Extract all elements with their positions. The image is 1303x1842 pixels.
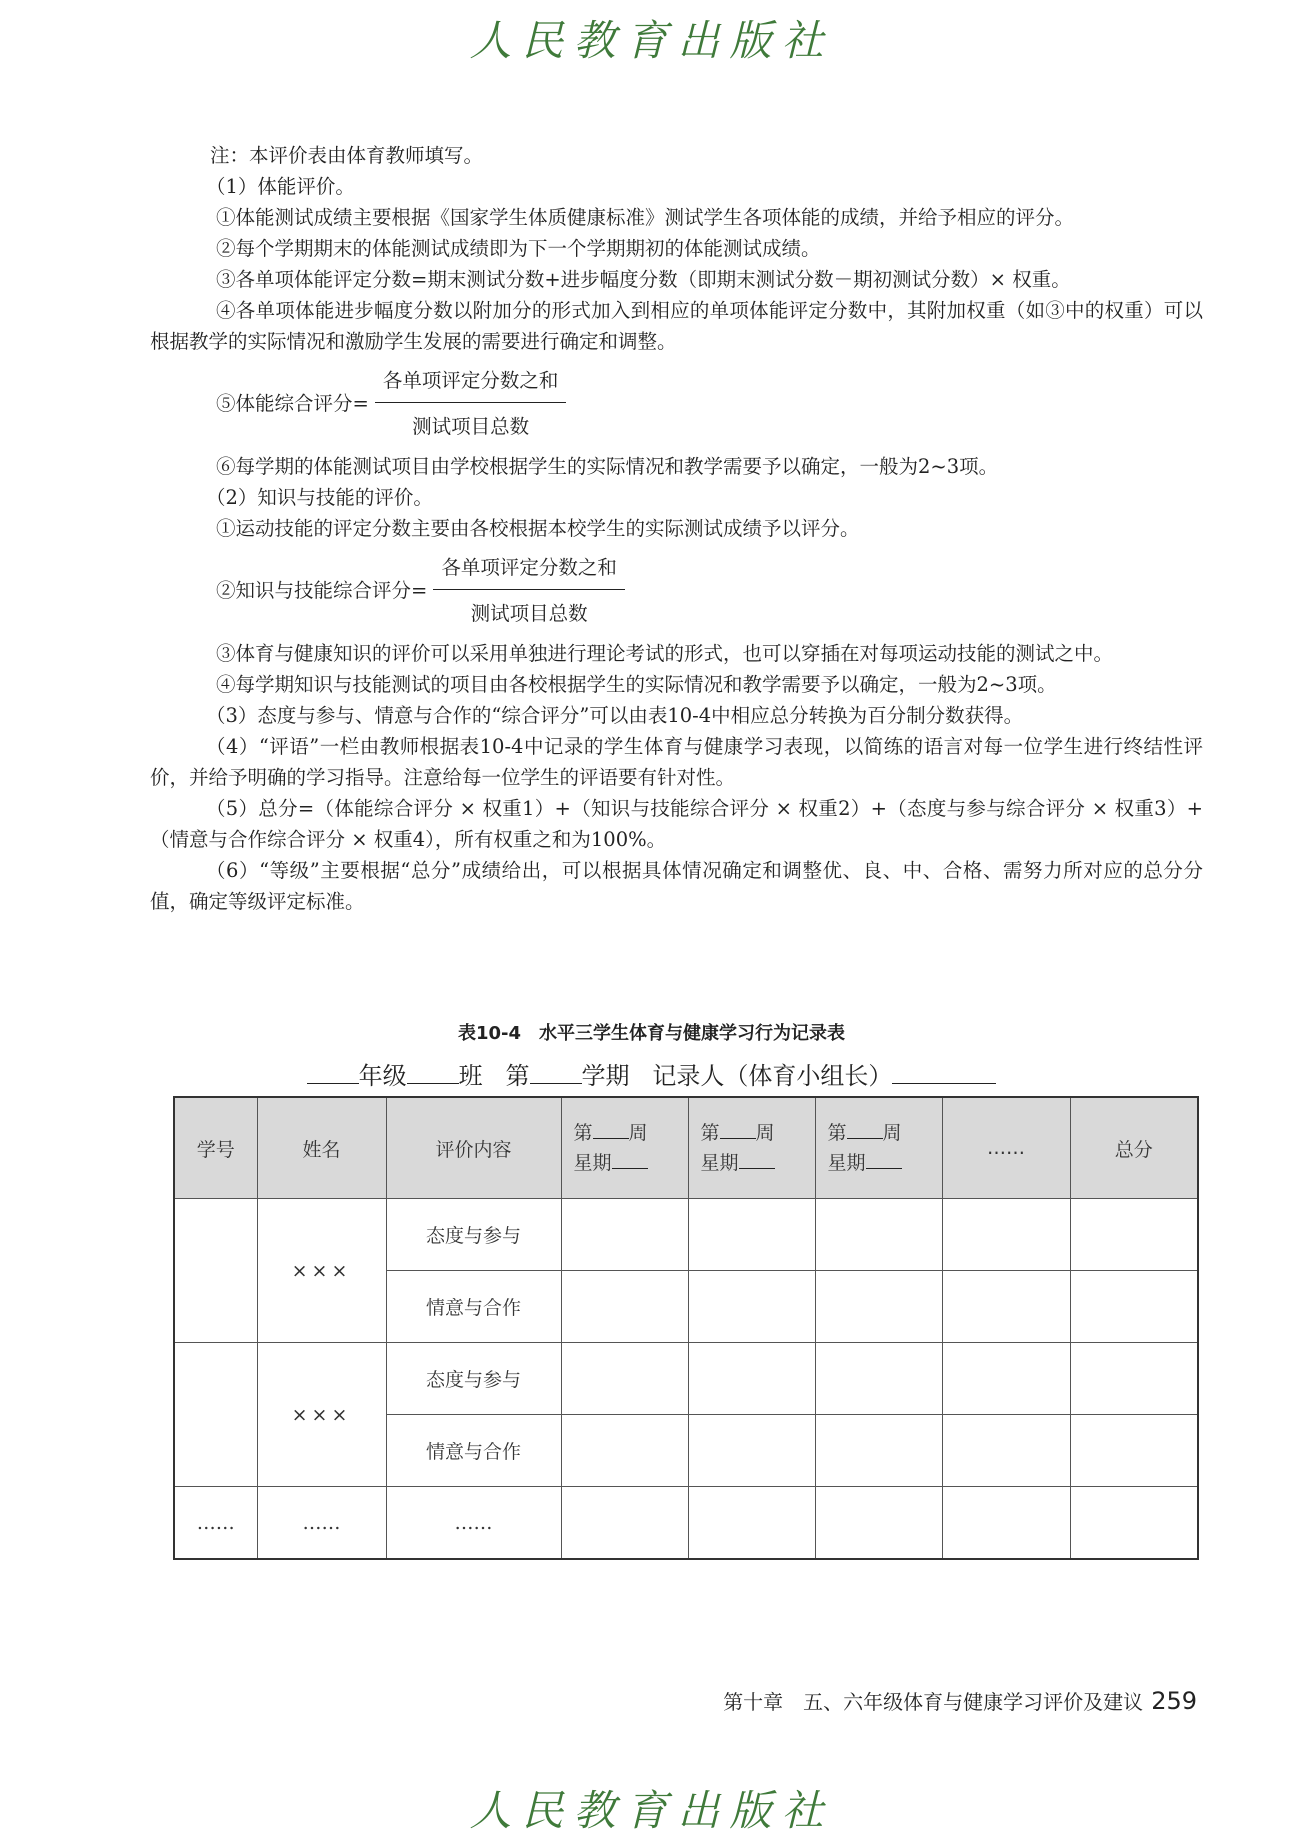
recorder-label: 记录人（体育小组长） [652,1062,893,1090]
cell-score [815,1343,942,1415]
cell-score [688,1487,815,1560]
cell-id [174,1343,257,1487]
cell-ellipsis: …… [257,1487,386,1560]
cell-score [815,1199,942,1271]
cell-score [942,1343,1070,1415]
class-label: 班 [458,1062,483,1090]
term-blank [530,1061,582,1084]
note-s1-4: ④各单项体能进步幅度分数以附加分的形式加入到相应的单项体能评定分数中，其附加权重（如③中的权重）可以根据教学的实际情况和激励学生发展的需要进行确定和调整。 [150,299,1203,353]
note-s3: （3）态度与参与、情意与合作的“综合评分”可以由表10-4中相应总分转换为百分制分数获得。 [206,704,1024,727]
cell-cooperation: 情意与合作 [386,1271,561,1343]
cell-score [942,1199,1070,1271]
term-di-label: 第 [505,1062,530,1090]
note-s5: （5）总分=（体能综合评分 × 权重1）+（知识与技能综合评分 × 权重2）+（态度与参与综合评分 × 权重3）+（情意与合作综合评分 × 权重4），所有权重之和为100%。 [150,797,1203,851]
header-more: …… [942,1097,1070,1199]
formula-fitness-label: ⑤体能综合评分= [216,391,369,415]
class-blank [407,1061,459,1084]
cell-score [815,1415,942,1487]
cell-score [815,1271,942,1343]
cell-total [1070,1199,1198,1271]
cell-score [688,1343,815,1415]
publisher-watermark-bottom: 人民教育出版社 [469,1786,834,1835]
cell-score [561,1487,688,1560]
cell-score [561,1415,688,1487]
cell-attitude: 态度与参与 [386,1199,561,1271]
header-name: 姓名 [257,1097,386,1199]
table-header-row [174,1097,1198,1199]
note-s2: （2）知识与技能的评价。 [206,486,433,509]
note-intro: 注：本评价表由体育教师填写。 [210,144,484,167]
table-title: 表10-4 水平三学生体育与健康学习行为记录表 [457,1023,846,1044]
note-s1-1: ①体能测试成绩主要根据《国家学生体质健康标准》测试学生各项体能的成绩，并给予相应的评分。 [216,206,1075,229]
note-s2-1: ①运动技能的评定分数主要由各校根据本校学生的实际测试成绩予以评分。 [216,517,860,540]
table-row [174,1343,1198,1415]
header-week-2: 第 周 星期 [688,1097,815,1199]
cell-score [561,1271,688,1343]
grade-label: 年级 [358,1062,407,1090]
formula-skill-label: ②知识与技能综合评分= [216,578,428,602]
cell-name: ××× [257,1199,386,1343]
table-row [174,1199,1198,1271]
cell-score [561,1343,688,1415]
notes-section [150,140,1203,917]
cell-id [174,1199,257,1343]
cell-score [688,1199,815,1271]
table-row [174,1487,1198,1560]
note-s1-6: ⑥每学期的体能测试项目由学校根据学生的实际情况和教学需要予以确定，一般为2~3项。 [216,455,999,478]
cell-cooperation: 情意与合作 [386,1415,561,1487]
formula-skill-denominator: 测试项目总数 [470,601,588,625]
header-content: 评价内容 [386,1097,561,1199]
cell-score [688,1415,815,1487]
cell-total [1070,1271,1198,1343]
cell-total [1070,1343,1198,1415]
publisher-watermark-top: 人民教育出版社 [469,16,834,65]
header-id: 学号 [174,1097,257,1199]
table-subtitle [0,1056,1303,1091]
cell-score [942,1415,1070,1487]
page-footer [723,1686,1197,1715]
footer-chapter: 第十章 五、六年级体育与健康学习评价及建议 [723,1690,1144,1714]
formula-fitness-fraction [375,365,567,442]
note-s1: （1）体能评价。 [206,175,355,198]
formula-skill [216,552,1203,628]
cell-score [815,1487,942,1560]
cell-score [942,1271,1070,1343]
cell-score [561,1199,688,1271]
cell-ellipsis: …… [386,1487,561,1560]
cell-ellipsis: …… [174,1487,257,1560]
formula-fitness-numerator: 各单项评定分数之和 [375,365,567,403]
header-week-3: 第 周 星期 [815,1097,942,1199]
cell-score [942,1487,1070,1560]
term-label: 学期 [581,1062,630,1090]
note-s6: （6）“等级”主要根据“总分”成绩给出，可以根据具体情况确定和调整优、良、中、合格、需努力所对应的总分分值，确定等级评定标准。 [150,859,1203,913]
cell-name: ××× [257,1343,386,1487]
cell-total [1070,1487,1198,1560]
note-s2-4: ④每学期知识与技能测试的项目由各校根据学生的实际情况和教学需要予以确定，一般为2~3项。 [216,673,1057,696]
grade-blank [307,1061,359,1084]
header-total: 总分 [1070,1097,1198,1199]
page-number: 259 [1151,1687,1197,1715]
cell-score [688,1271,815,1343]
cell-attitude: 态度与参与 [386,1343,561,1415]
formula-skill-fraction [433,552,625,629]
note-s1-2: ②每个学期期末的体能测试成绩即为下一个学期期初的体能测试成绩。 [216,237,821,260]
formula-fitness-denominator: 测试项目总数 [412,414,530,438]
note-s4: （4）“评语”一栏由教师根据表10-4中记录的学生体育与健康学习表现，以简练的语言对每一位学生进行终结性评价，并给予明确的学习指导。注意给每一位学生的评语要有针对性。 [150,735,1203,789]
cell-total [1070,1415,1198,1487]
recorder-blank [892,1061,996,1084]
note-s2-3: ③体育与健康知识的评价可以采用单独进行理论考试的形式，也可以穿插在对每项运动技能的测试之中。 [216,642,1114,665]
formula-fitness [216,365,1203,441]
note-s1-3: ③各单项体能评定分数=期末测试分数+进步幅度分数（即期末测试分数－期初测试分数）× 权重。 [216,268,1071,291]
formula-skill-numerator: 各单项评定分数之和 [433,552,625,590]
record-table [173,1096,1199,1560]
header-week-1: 第 周 星期 [561,1097,688,1199]
